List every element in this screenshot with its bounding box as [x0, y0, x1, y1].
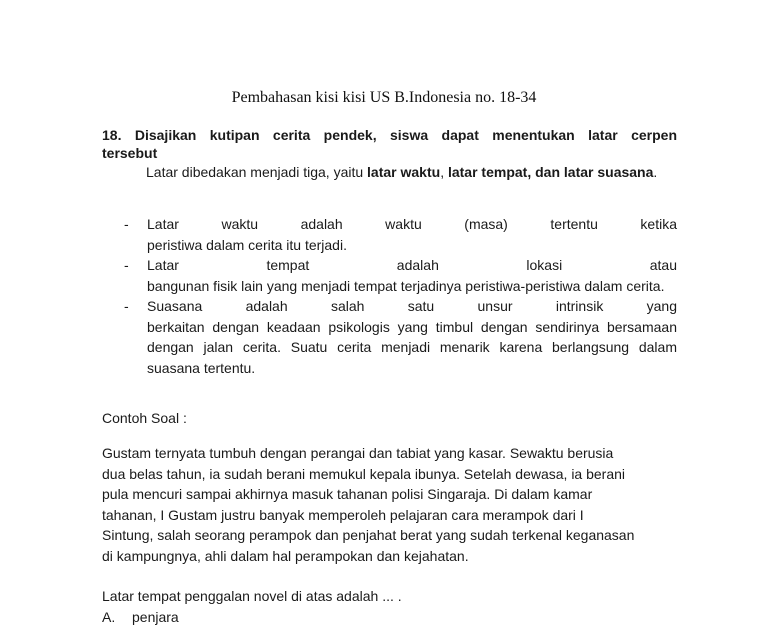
definition-first-line: Latar tempat adalah lokasi atau [147, 257, 677, 273]
intro-prefix: Latar dibedakan menjadi tiga, yaitu [146, 164, 368, 180]
intro-comma: , [440, 164, 448, 180]
definition-item-suasana [102, 296, 677, 378]
dash-bullet: - [124, 216, 129, 232]
intro-latar-suasana: dan latar suasana [535, 164, 654, 180]
definition-item-tempat [102, 255, 677, 296]
definition-first-line: Suasana adalah salah satu unsur intrinsik yang [147, 298, 677, 314]
intro-latar-tempat: latar tempat, [447, 164, 532, 180]
question-text: Latar tempat penggalan novel di atas adalah ... . [102, 588, 402, 604]
story-line: Sintung, salah seorang perampok dan penjahat berat yang sudah terkenal keganasan [102, 527, 635, 543]
definition-list [102, 214, 677, 378]
option-letter: A. [102, 609, 116, 625]
option-text: penjara [132, 609, 179, 625]
story-line: tahanan, I Gustam justru banyak memperoleh pelajaran cara merampok dari I [102, 506, 584, 523]
definition-rest: peristiwa dalam cerita itu terjadi. [147, 236, 347, 253]
definition-rest: bangunan fisik lain yang menjadi tempat terjadinya peristiwa-peristiwa dalam cerita. [147, 277, 665, 294]
example-label: Contoh Soal : [102, 410, 187, 426]
story-line: Gustam ternyata tumbuh dengan perangai dan tabiat yang kasar. Sewaktu berusia [102, 445, 614, 461]
answer-option-a [102, 609, 179, 625]
definition-rest: berkaitan dengan keadaan psikologis yang timbul dengan sendirinya bersamaan dengan jalan cerita. Suatu cerita menjadi menarik karena berlangsung dalam suasana tertentu. [147, 318, 677, 376]
story-line: dua belas tahun, ia sudah berani memukul kepala ibunya. Setelah dewasa, ia berani [102, 465, 626, 482]
dash-bullet: - [124, 298, 129, 314]
intro-latar-waktu: latar waktu [367, 164, 441, 180]
question-heading-line-1: 18. Disajikan kutipan cerita pendek, siswa dapat menentukan latar cerpen [102, 127, 677, 143]
intro-paragraph [102, 162, 677, 182]
definition-first-line: Latar waktu adalah waktu (masa) tertentu ketika [147, 216, 677, 232]
question-heading-line-2: tersebut [102, 145, 158, 161]
story-excerpt [102, 443, 692, 566]
definition-item-waktu [102, 214, 677, 255]
intro-period: . [653, 164, 658, 180]
dash-bullet: - [124, 257, 129, 273]
document-title: Pembahasan kisi kisi US B.Indonesia no. 18-34 [231, 89, 537, 106]
story-line: pula mencuri sampai akhirnya masuk tahanan polisi Singaraja. Di dalam kamar [102, 486, 593, 502]
story-line: di kampungnya, ahli dalam hal perampokan dan kejahatan. [102, 547, 469, 564]
